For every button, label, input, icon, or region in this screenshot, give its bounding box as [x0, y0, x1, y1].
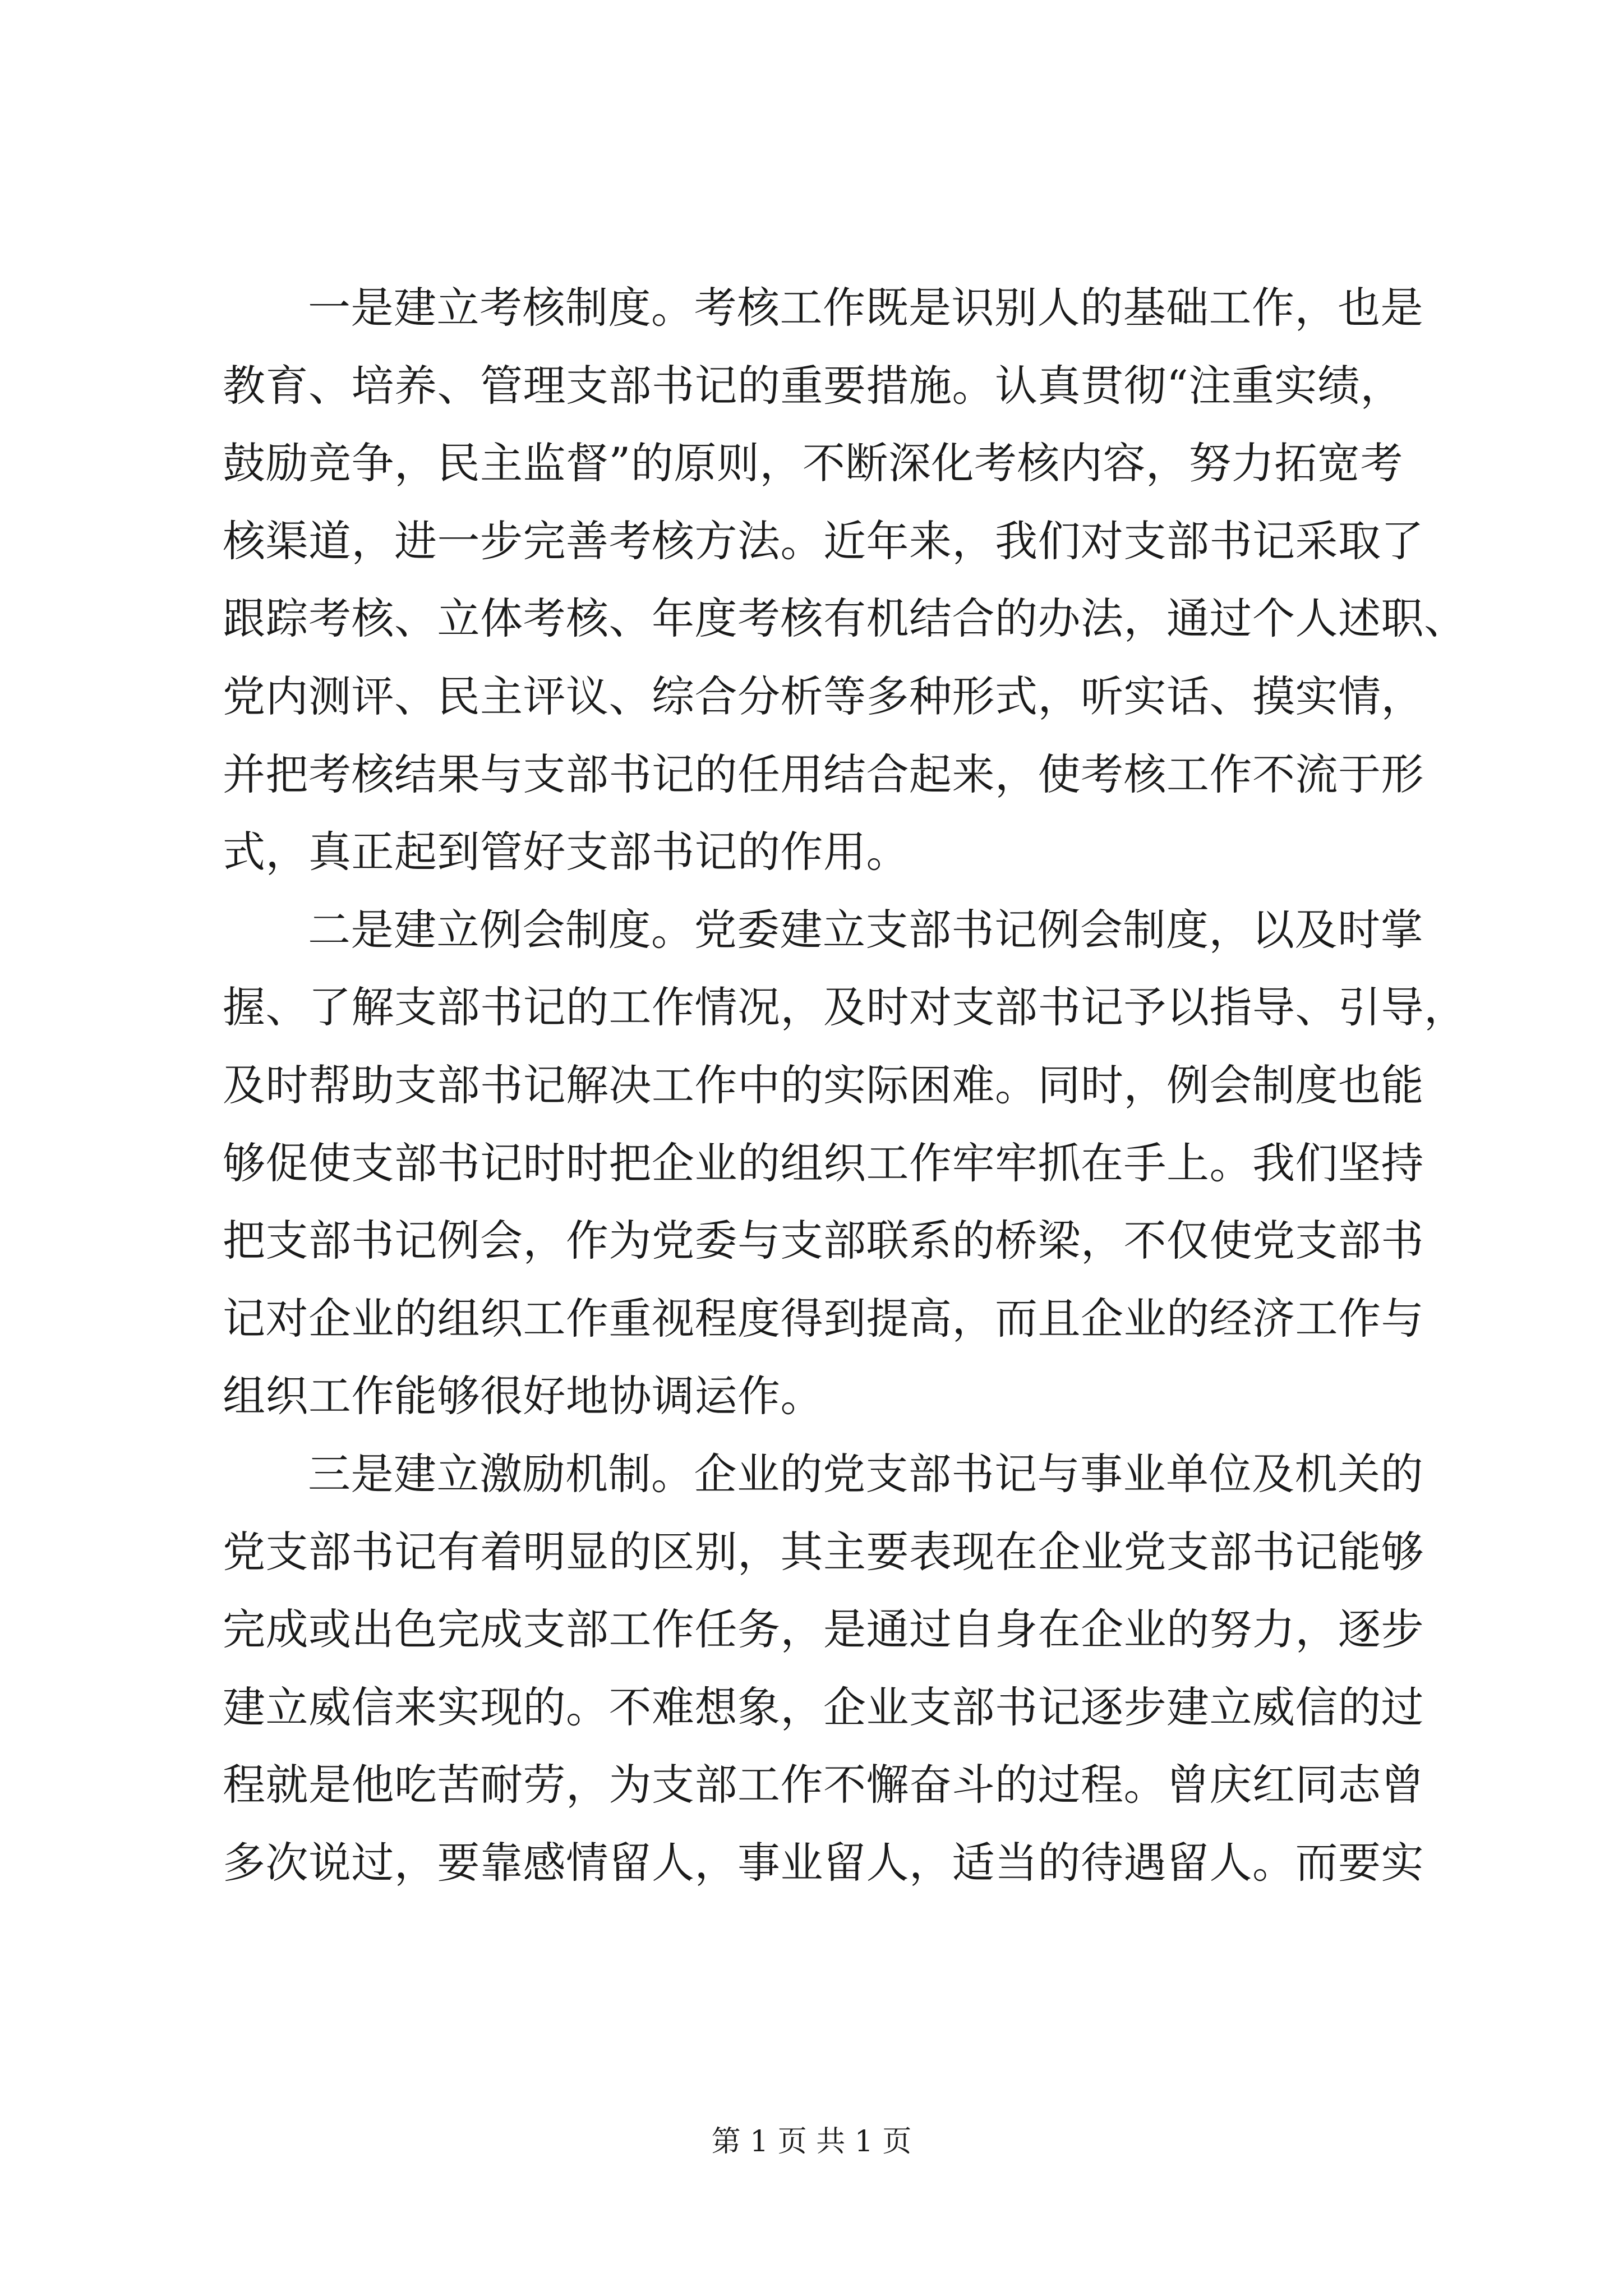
text-line: 及时帮助支部书记解决工作中的实际困难。同时，例会制度也能: [223, 1060, 1424, 1110]
text-line: 组织工作能够很好地协调运作。: [223, 1371, 823, 1421]
paragraph-assessment-system: [223, 269, 1467, 891]
text-line: 党内测评、民主评议、综合分析等多种形式，听实话、摸实情，: [223, 671, 1424, 721]
page-footer: [0, 2118, 1623, 2160]
text-line: 多次说过，要靠感情留人，事业留人，适当的待遇留人。而要实: [223, 1837, 1424, 1888]
text-line: 建立威信来实现的。不难想象，企业支部书记逐步建立威信的过: [223, 1682, 1424, 1732]
text-line: 并把考核结果与支部书记的任用结合起来，使考核工作不流于形: [223, 749, 1424, 799]
text-line: 三是建立激励机制。企业的党支部书记与事业单位及机关的: [308, 1448, 1423, 1499]
text-line: 二是建立例会制度。党委建立支部书记例会制度，以及时掌: [308, 904, 1423, 955]
page-number-label: 第 1 页 共 1 页: [711, 2125, 912, 2159]
text-line: 教育、培养、管理支部书记的重要措施。认真贯彻“注重实绩，: [223, 360, 1403, 411]
text-line: 跟踪考核、立体考核、年度考核有机结合的办法，通过个人述职、: [223, 593, 1467, 644]
text-line: 式，真正起到管好支部书记的作用。: [223, 827, 909, 877]
text-line: 一是建立考核制度。考核工作既是识别人的基础工作，也是: [308, 283, 1423, 333]
text-line: 把支部书记例会，作为党委与支部联系的桥梁，不仅使党支部书: [223, 1216, 1424, 1266]
text-line: 完成或出色完成支部工作任务，是通过自身在企业的努力，逐步: [223, 1604, 1424, 1655]
text-line: 程就是他吃苦耐劳，为支部工作不懈奋斗的过程。曾庆红同志曾: [223, 1760, 1424, 1810]
text-line: 党支部书记有着明显的区别，其主要表现在企业党支部书记能够: [223, 1526, 1424, 1577]
document-body: [223, 269, 1467, 1902]
paragraph-meeting-system: [223, 891, 1467, 1435]
text-line: 握、了解支部书记的工作情况，及时对支部书记予以指导、引导，: [223, 982, 1467, 1033]
text-line: 够促使支部书记时时把企业的组织工作牢牢抓在手上。我们坚持: [223, 1138, 1424, 1188]
text-line: 记对企业的组织工作重视程度得到提高，而且企业的经济工作与: [223, 1293, 1424, 1343]
text-line: 核渠道，进一步完善考核方法。近年来，我们对支部书记采取了: [223, 516, 1424, 566]
paragraph-incentive-mechanism: [223, 1435, 1424, 1902]
text-line: 鼓励竞争，民主监督”的原则，不断深化考核内容，努力拓宽考: [223, 438, 1403, 489]
